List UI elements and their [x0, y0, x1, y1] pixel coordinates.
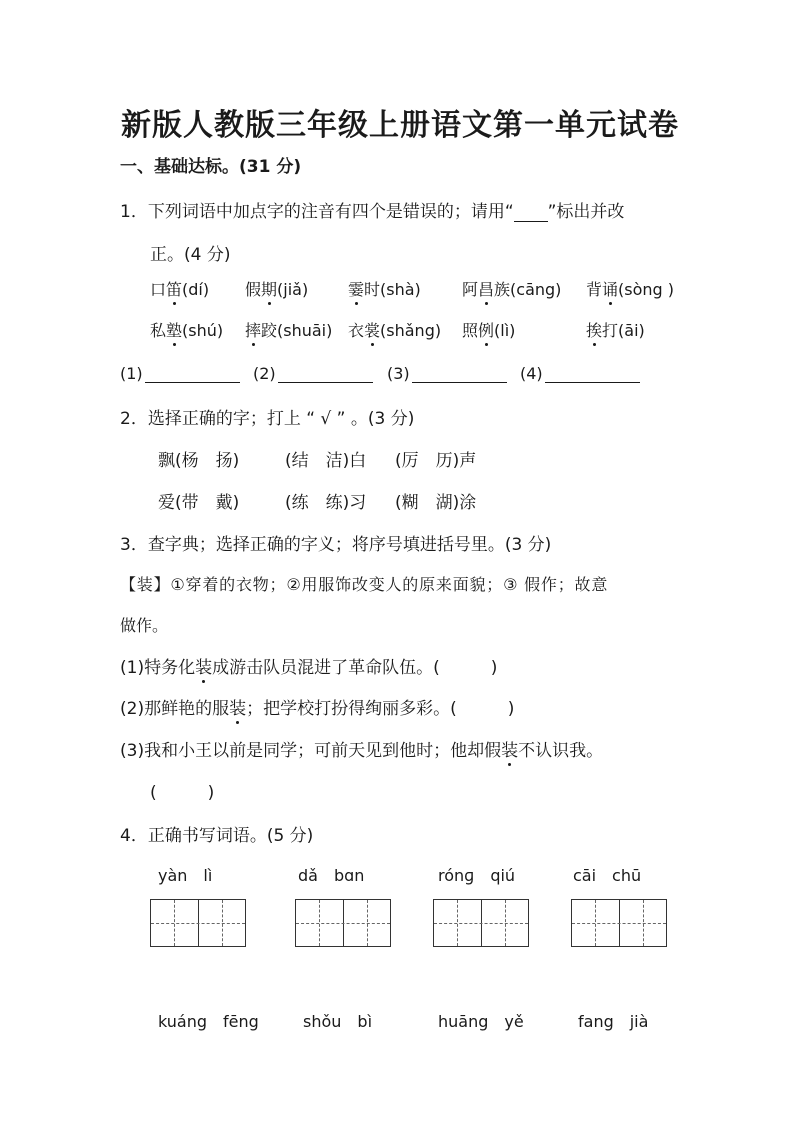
q1-word-7: 摔跤(shuāi): [245, 318, 332, 341]
q1-prompt: [120, 197, 624, 222]
q1-answer-3[interactable]: (3): [387, 364, 507, 383]
q4-pinyin-1: yàn lì: [158, 866, 213, 885]
writing-grid-4[interactable]: [571, 899, 667, 947]
q2-choice-6[interactable]: (糊 湖)涂: [395, 493, 477, 513]
q4-pinyin-5: kuáng fēng: [158, 1012, 259, 1031]
writing-grid-3[interactable]: [433, 899, 529, 947]
q1-prompt-text: 1．下列词语中加点字的注音有四个是错误的；请用“: [120, 202, 514, 222]
q1-prompt-end: ”标出并改: [547, 202, 625, 222]
answer-blank[interactable]: [278, 366, 373, 383]
q4-pinyin-8: fang jià: [578, 1012, 649, 1031]
answer-blank[interactable]: [412, 366, 507, 383]
section-heading: 一、基础达标。(31 分): [120, 157, 302, 177]
q4-prompt: 4．正确书写词语。(5 分): [120, 826, 314, 846]
q1-word-9: 照例(lì): [462, 318, 515, 341]
q1-mark-blank: [514, 207, 548, 222]
q3-definition: 【装】①穿着的衣物；②用服饰改变人的原来面貌；③ 假作；故意: [120, 575, 609, 594]
q4-pinyin-2: dǎ bɑn: [298, 866, 365, 885]
q1-word-10: 挨打(āi): [586, 318, 645, 341]
q3-prompt: 3．查字典；选择正确的字义；将序号填进括号里。(3 分): [120, 535, 552, 555]
q4-pinyin-7: huāng yě: [438, 1012, 524, 1031]
q1-word-8: 衣裳(shǎng): [348, 318, 441, 341]
q2-choice-2[interactable]: (结 洁)白: [285, 451, 367, 471]
q4-pinyin-6: shǒu bì: [303, 1012, 373, 1031]
page-title: 新版人教版三年级上册语文第一单元试卷: [121, 108, 679, 143]
q2-choice-1[interactable]: 飘(杨 扬): [158, 451, 240, 471]
q3-sentence-1[interactable]: (1)特务化装成游击队员混进了革命队伍。( ): [120, 653, 497, 678]
q2-choice-3[interactable]: (厉 历)声: [395, 451, 477, 471]
q3-sentence-3[interactable]: (3)我和小王以前是同学；可前天见到他时；他却假装不认识我。: [120, 736, 603, 761]
q4-pinyin-4: cāi chū: [573, 866, 642, 885]
answer-blank[interactable]: [145, 366, 240, 383]
q1-word-5: 背诵(sòng ): [586, 277, 674, 300]
writing-grid-2[interactable]: [295, 899, 391, 947]
q1-word-1: 口笛(dí): [150, 277, 209, 300]
q2-choice-4[interactable]: 爱(带 戴): [158, 493, 240, 513]
q3-sentence-3-paren[interactable]: ( ): [150, 783, 215, 803]
q1-word-6: 私塾(shú): [150, 318, 223, 341]
q4-pinyin-3: rónɡ qiú: [438, 866, 516, 885]
writing-grid-1[interactable]: [150, 899, 246, 947]
q3-sentence-2[interactable]: (2)那鲜艳的服装；把学校打扮得绚丽多彩。( ): [120, 694, 514, 719]
q1-answer-2[interactable]: (2): [253, 364, 373, 383]
q1-word-3: 霎时(shà): [348, 277, 421, 300]
q2-prompt: 2．选择正确的字；打上 “ √ ” 。(3 分): [120, 409, 415, 429]
q2-choice-5[interactable]: (练 练)习: [285, 493, 367, 513]
answer-blank[interactable]: [545, 366, 640, 383]
q1-prompt-cont: 正。(4 分): [150, 245, 231, 265]
q1-word-4: 阿昌族(cāng): [462, 277, 561, 300]
q3-definition-cont: 做作。: [120, 616, 169, 635]
q1-word-2: 假期(jiǎ): [245, 277, 308, 300]
q1-answer-1[interactable]: (1): [120, 364, 240, 383]
q1-answer-4[interactable]: (4): [520, 364, 640, 383]
